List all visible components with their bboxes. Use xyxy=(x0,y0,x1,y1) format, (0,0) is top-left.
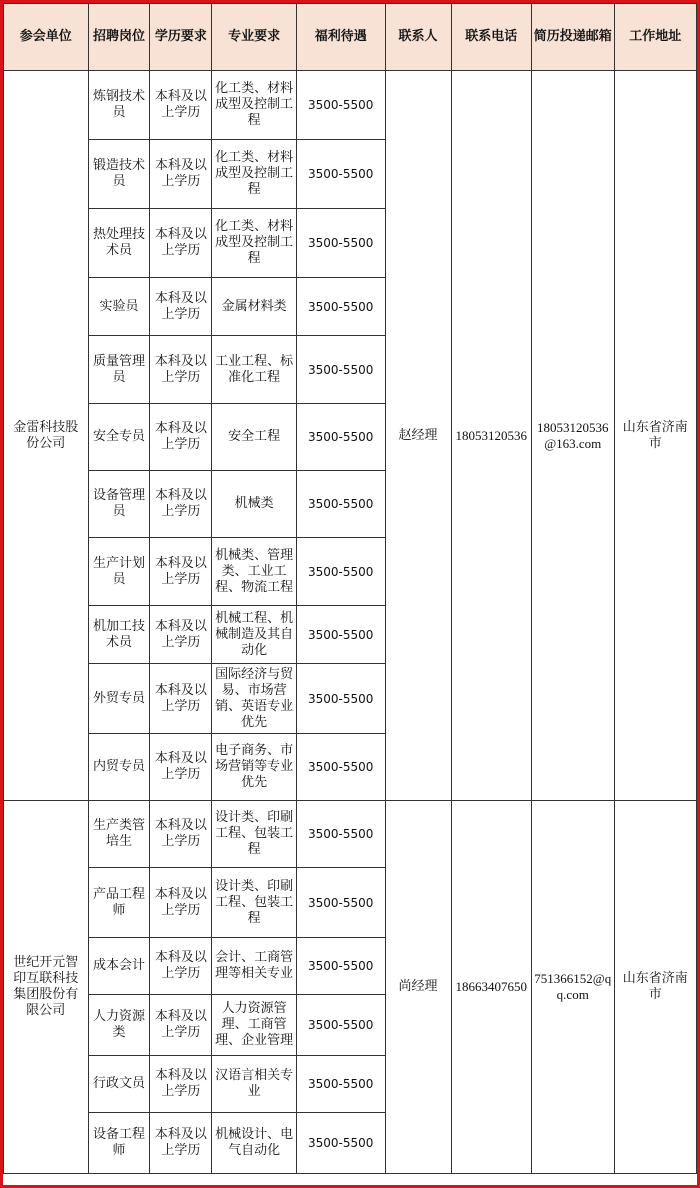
table-row xyxy=(4,71,697,140)
job-education: 本科及以上学历 xyxy=(150,801,212,868)
job-education: 本科及以上学历 xyxy=(150,209,212,278)
job-education: 本科及以上学历 xyxy=(150,734,212,801)
job-major: 机械类、管理类、工业工程、物流工程 xyxy=(212,538,297,606)
job-position: 内贸专员 xyxy=(88,734,150,801)
job-major: 人力资源管理、工商管理、企业管理 xyxy=(212,995,297,1056)
company-contact: 赵经理 xyxy=(385,71,451,801)
job-position: 产品工程师 xyxy=(88,868,150,938)
job-education: 本科及以上学历 xyxy=(150,664,212,734)
job-salary: 3500-5500 xyxy=(296,1056,385,1113)
job-major: 化工类、材料成型及控制工程 xyxy=(212,209,297,278)
header-phone: 联系电话 xyxy=(451,4,531,71)
job-position: 行政文员 xyxy=(88,1056,150,1113)
job-salary: 3500-5500 xyxy=(296,471,385,538)
company-name: 金雷科技股份公司 xyxy=(4,71,89,801)
job-position: 人力资源类 xyxy=(88,995,150,1056)
job-major: 金属材料类 xyxy=(212,278,297,336)
job-position: 热处理技术员 xyxy=(88,209,150,278)
job-education: 本科及以上学历 xyxy=(150,140,212,209)
header-address: 工作地址 xyxy=(614,4,697,71)
job-education: 本科及以上学历 xyxy=(150,71,212,140)
job-salary: 3500-5500 xyxy=(296,404,385,471)
job-salary: 3500-5500 xyxy=(296,336,385,404)
header-salary: 福利待遇 xyxy=(296,4,385,71)
job-education: 本科及以上学历 xyxy=(150,404,212,471)
job-salary: 3500-5500 xyxy=(296,734,385,801)
job-major: 化工类、材料成型及控制工程 xyxy=(212,140,297,209)
job-major: 设计类、印刷工程、包装工程 xyxy=(212,801,297,868)
job-major: 安全工程 xyxy=(212,404,297,471)
job-education: 本科及以上学历 xyxy=(150,1056,212,1113)
header-major: 专业要求 xyxy=(212,4,297,71)
header-contact: 联系人 xyxy=(385,4,451,71)
job-education: 本科及以上学历 xyxy=(150,538,212,606)
job-salary: 3500-5500 xyxy=(296,209,385,278)
job-position: 生产计划员 xyxy=(88,538,150,606)
job-education: 本科及以上学历 xyxy=(150,606,212,664)
job-position: 成本会计 xyxy=(88,938,150,995)
job-salary: 3500-5500 xyxy=(296,938,385,995)
company-email: 18053120536@163.com xyxy=(532,71,615,801)
job-education: 本科及以上学历 xyxy=(150,471,212,538)
company-phone: 18663407650 xyxy=(451,801,531,1174)
job-major: 机械设计、电气自动化 xyxy=(212,1113,297,1174)
company-contact: 尚经理 xyxy=(385,801,451,1174)
job-major: 工业工程、标准化工程 xyxy=(212,336,297,404)
job-position: 设备工程师 xyxy=(88,1113,150,1174)
job-position: 机加工技术员 xyxy=(88,606,150,664)
job-position: 生产类管培生 xyxy=(88,801,150,868)
job-position: 锻造技术员 xyxy=(88,140,150,209)
job-salary: 3500-5500 xyxy=(296,278,385,336)
job-education: 本科及以上学历 xyxy=(150,868,212,938)
job-major: 化工类、材料成型及控制工程 xyxy=(212,71,297,140)
table-body xyxy=(4,71,697,1174)
job-major: 设计类、印刷工程、包装工程 xyxy=(212,868,297,938)
recruitment-table-frame xyxy=(3,3,697,1185)
job-major: 机械工程、机械制造及其自动化 xyxy=(212,606,297,664)
job-salary: 3500-5500 xyxy=(296,868,385,938)
company-phone: 18053120536 xyxy=(451,71,531,801)
job-salary: 3500-5500 xyxy=(296,801,385,868)
job-major: 电子商务、市场营销等专业优先 xyxy=(212,734,297,801)
table-header-row xyxy=(4,4,697,71)
job-salary: 3500-5500 xyxy=(296,664,385,734)
company-address: 山东省济南市 xyxy=(614,801,697,1174)
job-salary: 3500-5500 xyxy=(296,606,385,664)
job-education: 本科及以上学历 xyxy=(150,1113,212,1174)
company-name: 世纪开元智印互联科技集团股份有限公司 xyxy=(4,801,89,1174)
job-education: 本科及以上学历 xyxy=(150,336,212,404)
header-company: 参会单位 xyxy=(4,4,89,71)
table-row xyxy=(4,801,697,868)
header-education: 学历要求 xyxy=(150,4,212,71)
job-major: 机械类 xyxy=(212,471,297,538)
job-salary: 3500-5500 xyxy=(296,140,385,209)
company-address: 山东省济南市 xyxy=(614,71,697,801)
job-education: 本科及以上学历 xyxy=(150,995,212,1056)
job-position: 安全专员 xyxy=(88,404,150,471)
job-education: 本科及以上学历 xyxy=(150,278,212,336)
job-salary: 3500-5500 xyxy=(296,1113,385,1174)
job-position: 外贸专员 xyxy=(88,664,150,734)
job-salary: 3500-5500 xyxy=(296,71,385,140)
job-position: 实验员 xyxy=(88,278,150,336)
job-position: 炼钢技术员 xyxy=(88,71,150,140)
company-email: 751366152@qq.com xyxy=(532,801,615,1174)
recruitment-table xyxy=(3,3,697,1174)
header-position: 招聘岗位 xyxy=(88,4,150,71)
job-major: 国际经济与贸易、市场营销、英语专业优先 xyxy=(212,664,297,734)
job-position: 质量管理员 xyxy=(88,336,150,404)
job-major: 会计、工商管理等相关专业 xyxy=(212,938,297,995)
job-major: 汉语言相关专业 xyxy=(212,1056,297,1113)
job-position: 设备管理员 xyxy=(88,471,150,538)
job-salary: 3500-5500 xyxy=(296,995,385,1056)
job-salary: 3500-5500 xyxy=(296,538,385,606)
job-education: 本科及以上学历 xyxy=(150,938,212,995)
header-email: 简历投递邮箱 xyxy=(532,4,615,71)
